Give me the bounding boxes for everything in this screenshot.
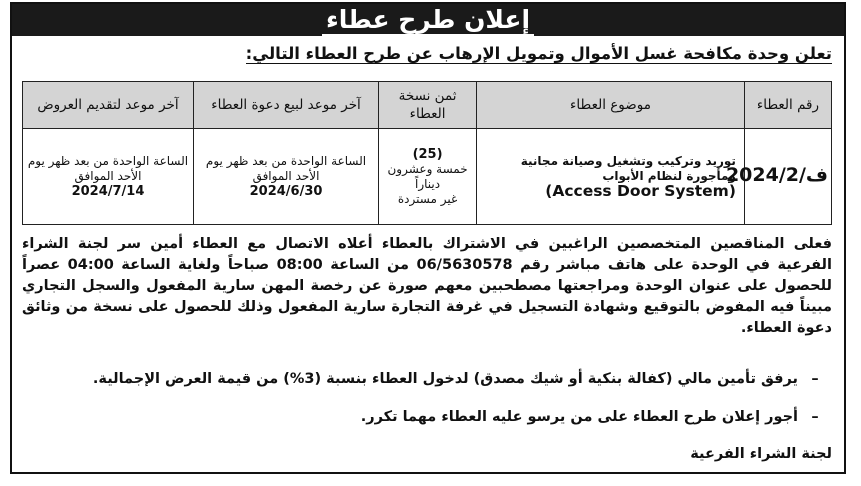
instructions-part-1: فعلى المناقصين المتخصصين الراغبين في الاشتراك بالعطاء أعلاه الاتصال مع العطاء أمين سر لجنة الشراء الفرعية في الوحدة على هاتف مباشر رقم: [22, 236, 832, 273]
cell-price: [379, 129, 477, 225]
offer-deadline-text: الساعة الواحدة من بعد ظهر يوم الأحد الموافق: [27, 154, 189, 183]
list-item: [93, 371, 832, 387]
table-row: [23, 129, 832, 225]
header-price: ثمن نسخة العطاء: [379, 82, 477, 129]
instructions-paragraph: [22, 234, 832, 339]
condition-guarantee: يرفق تأمين مالي (كفالة بنكية أو شيك مصدق) لدخول العطاء بنسبة (3%) من قيمة العرض الإجمالية.: [92, 371, 798, 387]
bullet-dash: –: [811, 371, 819, 387]
cell-tender-number: [725, 129, 831, 225]
table-header-row: [23, 82, 832, 129]
announcement-title: إعلان طرح عطاء: [322, 5, 534, 36]
cell-sale-deadline: [193, 129, 378, 225]
header-subject: موضوع العطاء: [477, 82, 745, 129]
header-offer-deadline: آخر موعد لتقديم العروض: [23, 82, 194, 129]
price-words: خمسة وعشرون ديناراً: [387, 161, 468, 191]
instructions-part-2: من الساعة: [330, 257, 410, 273]
price-number: (25): [412, 146, 443, 162]
instructions-part-4: عصراً للحصول على عنوان الوحدة ومراجعتها مصطحبين معهم صورة عن رخصة المهن سارية المفعول والسجل التجاري مبيناً فيه المفوض بالتوقيع وشهادة التسجيل في غرفة التجارة سارية المفعول وذلك للحصول على نسخة من وثائق دعوة العطاء.: [22, 257, 832, 336]
condition-ad-fees: أجور إعلان طرح العطاء على من يرسو عليه العطاء مهما تكرر.: [360, 409, 798, 425]
end-time: 04:00: [67, 257, 114, 273]
sale-deadline-text: الساعة الواحدة من بعد ظهر يوم الأحد الموافق: [205, 154, 367, 183]
list-item: [361, 409, 832, 425]
tender-announcement: [10, 2, 846, 474]
subject-english: (Access Door System): [545, 182, 736, 200]
intro-line: [246, 44, 832, 63]
offer-deadline-date: 2024/7/14: [71, 184, 145, 199]
instructions-part-3: صباحاً ولغاية الساعة: [121, 257, 270, 273]
bullet-dash: –: [811, 409, 819, 425]
price-note: غير مستردة: [397, 191, 458, 206]
signature: لجنة الشراء الفرعية: [690, 446, 832, 462]
announcement-title-bar: [12, 4, 844, 36]
intro-text: تعلن وحدة مكافحة غسل الأموال وتمويل الإرهاب عن طرح العطاء التالي:: [245, 44, 832, 63]
header-tender-number: رقم العطاء: [744, 82, 831, 129]
cell-subject: [477, 129, 745, 225]
start-time: 08:00: [276, 257, 323, 273]
sale-deadline-date: 2024/6/30: [249, 184, 323, 199]
phone-number: 06/5630578: [416, 257, 513, 273]
subject-arabic: توريد وتركيب وتشغيل وصيانة مجانية ومأجورة لنظام الأبواب: [520, 154, 736, 183]
cell-offer-deadline: [23, 129, 194, 225]
header-sale-deadline: آخر موعد لبيع دعوة العطاء: [193, 82, 378, 129]
tender-number: ف/2024/2: [725, 164, 828, 186]
tender-table: [22, 81, 832, 225]
